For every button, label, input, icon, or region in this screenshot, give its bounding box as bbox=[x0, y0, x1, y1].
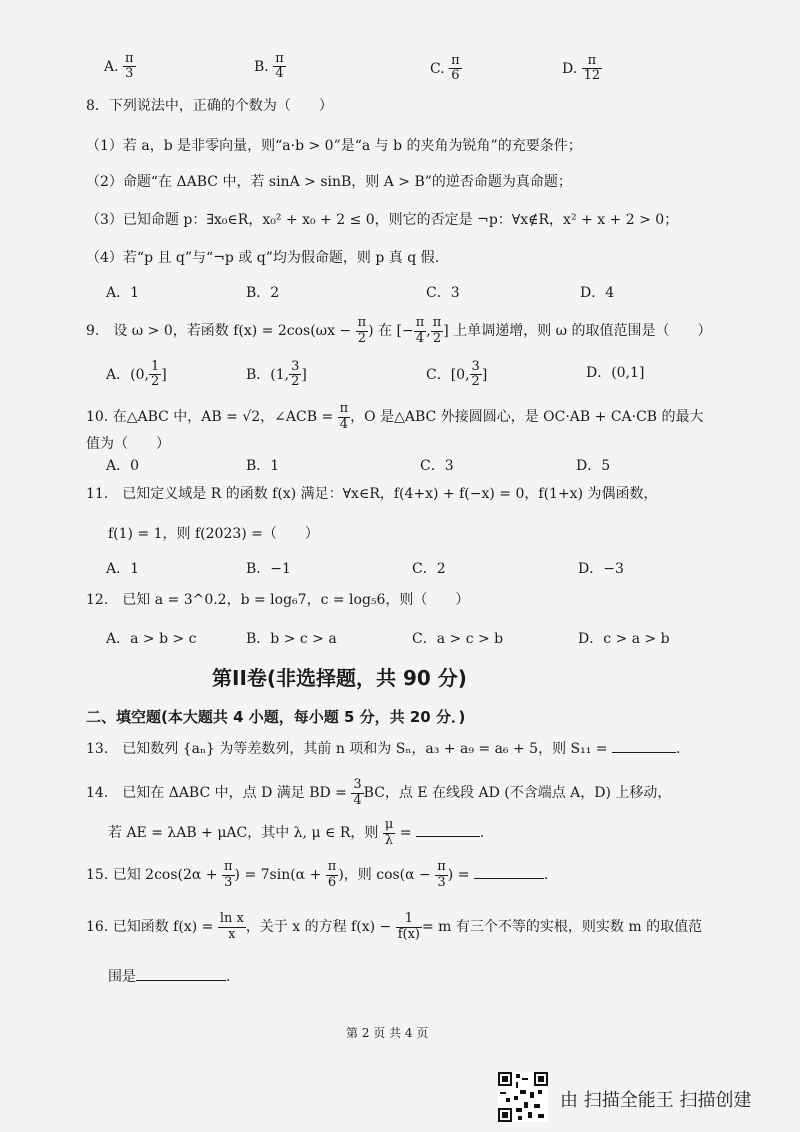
q11-stem: 11. 已知定义域是 R 的函数 f(x) 满足：∀x∈R，f(4+x) + f(−x) = 0，f(1+x) 为偶函数， bbox=[86, 486, 658, 502]
q8-statement-3: （3）已知命题 p：∃x₀∈R，x₀² + x₀ + 2 ≤ 0，则它的否定是 ¬p：∀x∉R，x² + x + 2 > 0； bbox=[86, 212, 679, 228]
q16-stem: 16. 已知函数 f(x) = $\frac{\text{ln x}}{x}$ ，关于 x 的方程 f(x) − $\frac{1}{f(x)}$ = m 有三个不等的实根，则实数 m 的取值范 bbox=[86, 911, 703, 942]
q7-option-b: B. $\frac{\pi}{4}$ bbox=[254, 51, 284, 82]
q12-option-a: A．a > b > c bbox=[106, 631, 197, 647]
q11-option-d: D．−3 bbox=[578, 561, 624, 577]
q7-option-d: D. $\frac{\pi}{12}$ bbox=[562, 53, 601, 84]
q7-option-a: A. $\frac{\pi}{3}$ bbox=[104, 51, 134, 82]
q11-option-b: B．−1 bbox=[246, 561, 291, 577]
q11-stem-line2: f(1) = 1，则 f(2023) =（ ） bbox=[108, 526, 319, 542]
q14-stem: 14. 已知在 ΔABC 中，点 D 满足 BD = $\frac{3}{4}$ BC，点 E 在线段 AD (不含端点 A，D) 上移动， bbox=[86, 777, 672, 808]
q12-option-c: C．a > c > b bbox=[412, 631, 504, 647]
q8-option-c: C．3 bbox=[426, 285, 460, 301]
q13-answer-blank[interactable] bbox=[612, 738, 676, 753]
q12-option-b: B．b > c > a bbox=[246, 631, 337, 647]
q11-option-c: C．2 bbox=[412, 561, 446, 577]
q15-stem: 15. 已知 2cos(2α + $\frac{\pi}{3}$ ) = 7sin(α + $\frac{\pi}{6}$ )，则 cos(α − $\frac{\pi}{3}$ ) = . bbox=[86, 859, 549, 890]
q10-option-b: B．1 bbox=[246, 458, 280, 474]
q12-stem: 12. 已知 a = 3^0.2，b = log₆7，c = log₅6，则（ ） bbox=[86, 592, 470, 608]
q10-stem-line2: 值为（ ） bbox=[86, 436, 170, 452]
q16-stem-line2: 围是 . bbox=[108, 966, 230, 987]
q8-option-d: D．4 bbox=[580, 285, 615, 301]
q11-option-a: A．1 bbox=[106, 561, 140, 577]
q8-statement-1: （1）若 a，b 是非零向量，则“a·b > 0”是“a 与 b 的夹角为锐角”的充要条件； bbox=[86, 138, 582, 154]
q13-stem: 13. 已知数列 {aₙ} 为等差数列，其前 n 项和为 Sₙ，a₃ + a₉ = a₆ + 5，则 S₁₁ = . bbox=[86, 738, 680, 759]
q9-option-d: D．(0,1] bbox=[586, 365, 645, 381]
q9-stem: 9. 设 ω > 0，若函数 f(x) = 2cos(ωx − $\frac{\pi}{2}$ ) 在 [− $\frac{\pi}{4}$ , $\frac{\pi}{2}$ ] 上单调递增，则 ω 的取值范围是（ ） bbox=[86, 315, 712, 346]
q8-stem: 8．下列说法中，正确的个数为（ ） bbox=[86, 98, 333, 114]
q8-statement-2: （2）命题“在 ΔABC 中，若 sinA > sinB，则 A > B”的逆否命题为真命题； bbox=[86, 174, 572, 190]
q9-option-c: C．[0, $\frac{3}{2}$ ] bbox=[426, 359, 488, 390]
qr-code-icon bbox=[498, 1072, 548, 1122]
section2-title: 二、填空题(本大题共 4 小题，每小题 5 分，共 20 分．) bbox=[86, 708, 466, 726]
q16-answer-blank[interactable] bbox=[136, 966, 226, 981]
q7-option-c: C. $\frac{\pi}{6}$ bbox=[430, 53, 460, 84]
q10-stem: 10. 在△ABC 中，AB = √2，∠ACB = $\frac{\pi}{4}$ ，O 是△ABC 外接圆圆心，是 OC·AB + CA·CB 的最大 bbox=[86, 401, 704, 432]
watermark: 由 扫描全能王 扫描创建 bbox=[560, 1090, 752, 1111]
q8-option-b: B．2 bbox=[246, 285, 280, 301]
q10-option-a: A．0 bbox=[106, 458, 140, 474]
q9-option-b: B．(1, $\frac{3}{2}$ ] bbox=[246, 359, 307, 390]
q8-option-a: A．1 bbox=[106, 285, 140, 301]
q9-option-a: A．(0, $\frac{1}{2}$ ] bbox=[106, 359, 167, 390]
q10-option-d: D．5 bbox=[576, 458, 611, 474]
q8-statement-4: （4）若“p 且 q”与“¬p 或 q”均为假命题，则 p 真 q 假. bbox=[86, 250, 440, 266]
part2-title: 第II卷(非选择题，共 90 分) bbox=[212, 666, 467, 690]
q15-answer-blank[interactable] bbox=[474, 864, 544, 879]
q10-option-c: C．3 bbox=[420, 458, 454, 474]
q14-stem-line2: 若 AE = λAB + μAC，其中 λ, μ ∈ R，则 $\frac{\mu}{\lambda}$ = . bbox=[108, 817, 485, 848]
q12-option-d: D．c > a > b bbox=[578, 631, 670, 647]
page-footer: 第 2 页 共 4 页 bbox=[346, 1026, 429, 1040]
q14-answer-blank[interactable] bbox=[416, 822, 480, 837]
